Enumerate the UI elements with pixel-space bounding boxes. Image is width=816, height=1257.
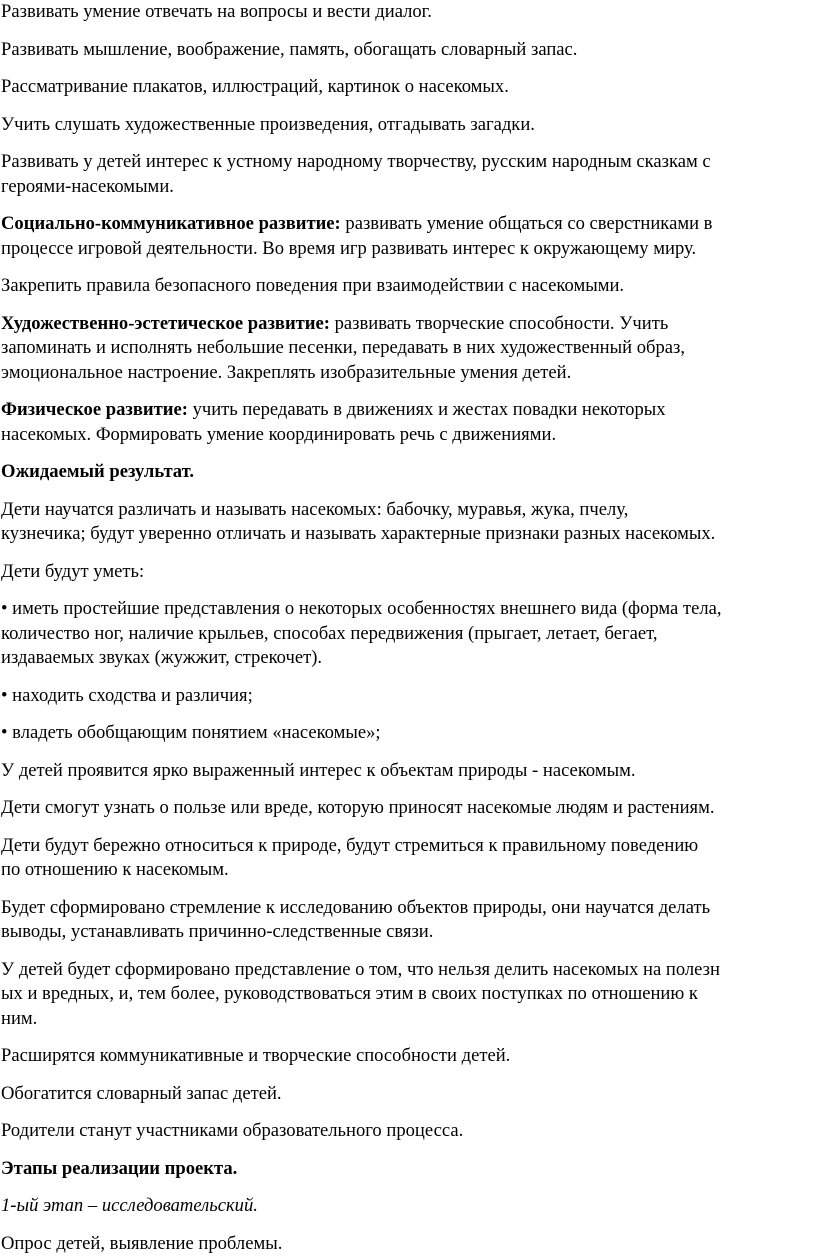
section-heading-expected-result: Ожидаемый результат.: [1, 461, 195, 482]
stage-title: 1-ый этап – исследовательский.: [1, 1195, 258, 1216]
paragraph: Учить слушать художественные произведения, отгадывать загадки.: [1, 113, 535, 135]
paragraph: Обогатится словарный запас детей.: [1, 1082, 282, 1104]
bullet-item: • владеть обобщающим понятием «насекомые»;: [1, 722, 381, 743]
paragraph-physical-development: Физическое развитие: учить передавать в движениях и жестах повадки некоторых насекомых. Формировать умение координировать речь с движениями.: [1, 399, 666, 445]
paragraph: Дети смогут узнать о пользе или вреде, которую приносят насекомые людям и растениям.: [1, 797, 715, 818]
paragraph: Родители станут участниками образовательного процесса.: [1, 1120, 464, 1141]
paragraph: Развивать мышление, воображение, память, обогащать словарный запас.: [1, 38, 578, 60]
bullet-item: • иметь простейшие представления о некоторых особенностях внешнего вида (форма тела, количество ног, наличие крыльев, способах передвижения (прыгает, летает, бегает, издаваемых звуках (жужжит, стрекочет).: [1, 598, 722, 668]
bold-lead: Физическое развитие:: [1, 399, 188, 420]
paragraph: Опрос детей, выявление проблемы.: [1, 1232, 283, 1254]
bullet-item: • находить сходства и различия;: [1, 684, 253, 706]
paragraph: Закрепить правила безопасного поведения при взаимодействии с насекомыми.: [1, 275, 625, 296]
paragraph: Дети будут уметь:: [1, 560, 145, 582]
paragraph-social-development: Социально-коммуникативное развитие: развивать умение общаться со сверстниками в процессе игровой деятельности. Во время игр развивать интерес к окружающему миру.: [1, 213, 713, 259]
paragraph: Расширятся коммуникативные и творческие способности детей.: [1, 1045, 511, 1066]
bold-lead: Социально-коммуникативное развитие:: [1, 213, 341, 234]
bold-lead: Художественно-эстетическое развитие:: [1, 312, 330, 334]
paragraph-artistic-development: Художественно-эстетическое развитие: развивать творческие способности. Учить запоминать и исполнять небольшие песенки, передавать в них художественный образ, эмоциональное настроение. Закреплять изобразительные умения детей.: [1, 312, 686, 383]
paragraph: Рассматривание плакатов, иллюстраций, картинок о насекомых.: [1, 76, 509, 97]
paragraph: Дети будут бережно относиться к природе, будут стремиться к правильному поведению по отношению к насекомым.: [1, 834, 699, 880]
paragraph: У детей будет сформировано представление о том, что нельзя делить насекомых на полезн ых и вредных, и, тем более, руководствоваться этим в своих поступках по отношению к ним.: [1, 958, 720, 1029]
paragraph: Будет сформировано стремление к исследованию объектов природы, они научатся делать выводы, устанавливать причинно-следственные связи.: [1, 896, 711, 942]
paragraph: Развивать у детей интерес к устному народному творчеству, русским народным сказкам с героями-насекомыми.: [1, 151, 711, 197]
section-heading-stages: Этапы реализации проекта.: [1, 1157, 238, 1179]
paragraph: У детей проявится ярко выраженный интерес к объектам природы - насекомым.: [1, 759, 636, 781]
paragraph: Развивать умение отвечать на вопросы и вести диалог.: [1, 1, 432, 22]
paragraph: Дети научатся различать и называть насекомых: бабочку, муравья, жука, пчелу, кузнечика; будут уверенно отличать и называть характерные признаки разных насекомых.: [1, 498, 716, 544]
